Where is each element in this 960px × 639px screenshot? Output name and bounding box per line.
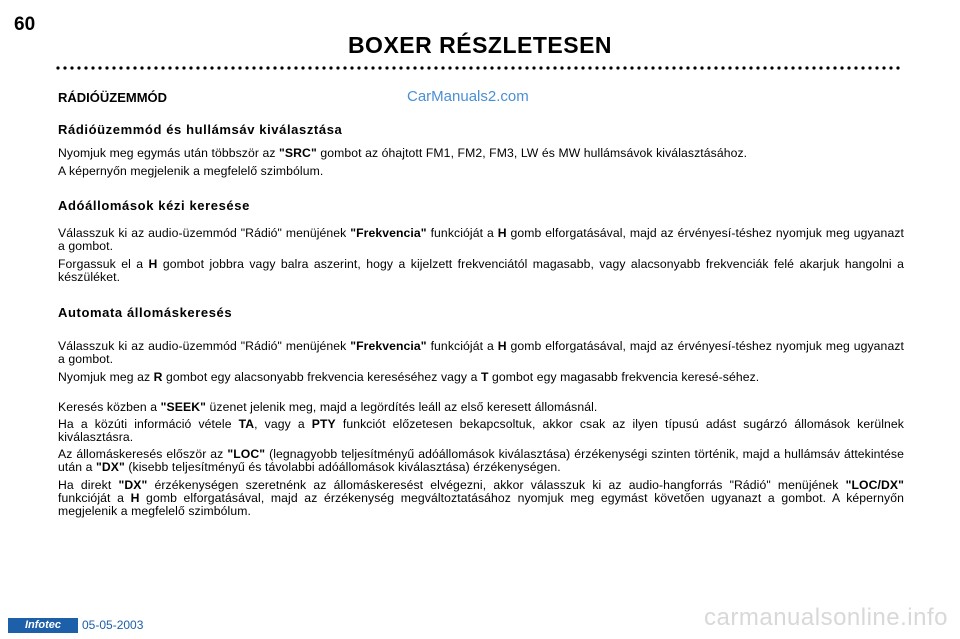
emphasis: TA xyxy=(238,417,255,431)
text: Válasszuk ki az audio-üzemmód "Rádió" menüjének xyxy=(58,226,351,240)
emphasis: "DX" xyxy=(95,460,125,475)
text: Nyomjuk meg az xyxy=(58,370,154,384)
emphasis: H xyxy=(148,257,158,271)
paragraph xyxy=(58,418,904,444)
dotted-divider xyxy=(56,64,904,72)
heading-radio-mode: Rádióüzemmód és hullámsáv kiválasztása xyxy=(58,122,343,137)
emphasis: "DX" xyxy=(118,478,148,492)
text: (kisebb teljesítményű és távolabbi adóállomások kiválasztása) érzékenységen. xyxy=(124,460,561,475)
emphasis: "SEEK" xyxy=(160,400,207,414)
text: Válasszuk ki az audio-üzemmód "Rádió" menüjének xyxy=(58,339,351,353)
text: gombot egy magasabb frekvencia keresé-séhez. xyxy=(488,370,760,384)
text: érzékenységen szeretnénk az állomáskeresést elvégezni, akkor válasszuk ki az audio-hangforrás "Rádió" menüjének xyxy=(147,478,846,492)
text: funkcióját a xyxy=(58,491,131,506)
emphasis: "SRC" xyxy=(279,146,317,160)
text: (legnagyobb teljesítményű adóállomások kiválasztása) érzékenységi szinten történik, majd a hullámsáv áttekintése után a xyxy=(58,447,904,475)
text: gomb elforgatásával, majd az érvényesí-téshez nyomjuk meg ugyanazt a gombot. xyxy=(58,339,904,367)
text: funkciót előzetesen bekapcsoltuk, akkor csak az ilyen típusú adást sugárzó állomások kerülnek kiválasztásra. xyxy=(58,417,904,445)
paragraph xyxy=(58,258,904,284)
paragraph xyxy=(58,147,904,160)
infotec-logo: Infotec xyxy=(8,618,78,633)
text: Ha direkt xyxy=(58,478,119,492)
emphasis: "LOC" xyxy=(227,447,266,461)
paragraph xyxy=(58,448,904,474)
text: gomb elforgatásával, majd az érvényesí-téshez nyomjuk meg ugyanazt a gombot. xyxy=(58,226,904,254)
footer-date: 05-05-2003 xyxy=(82,618,144,632)
emphasis: H xyxy=(130,491,140,506)
paragraph xyxy=(58,371,904,384)
emphasis: PTY xyxy=(311,417,336,431)
emphasis: H xyxy=(497,339,507,353)
watermark-top: CarManuals2.com xyxy=(407,88,529,105)
text: Ha a közúti információ vétele xyxy=(58,417,239,431)
section-title: RÁDIÓÜZEMMÓD xyxy=(58,90,168,105)
text: Nyomjuk meg egymás után többször az xyxy=(58,146,280,160)
text: funkcióját a xyxy=(426,339,498,353)
text: Az állomáskeresés először az xyxy=(58,447,228,461)
emphasis: "LOC/DX" xyxy=(845,478,905,492)
page-title: BOXER RÉSZLETESEN xyxy=(347,32,613,58)
text: gomb elforgatásával, majd az érzékenység megváltoztatásához nyomjuk meg egymást követően ugyanazt a gombot. A képernyőn megjelenik a megfelelő szimbólum. xyxy=(58,491,905,519)
text: funkcióját a xyxy=(426,226,498,240)
paragraph xyxy=(58,165,904,178)
paragraph xyxy=(58,479,904,519)
emphasis: "Frekvencia" xyxy=(350,226,427,240)
paragraph xyxy=(58,227,904,253)
paragraph xyxy=(58,401,904,414)
heading-auto-search: Automata állomáskeresés xyxy=(58,305,233,320)
text: , vagy a xyxy=(254,417,312,431)
text: üzenet jelenik meg, majd a legördítés leáll az első keresett állomásnál. xyxy=(206,400,598,414)
emphasis: H xyxy=(497,226,507,240)
watermark-bottom: carmanualsonline.info xyxy=(704,604,948,631)
text: Forgassuk el a xyxy=(58,257,149,271)
text: gombot jobbra vagy balra aszerint, hogy a kijelzett frekvenciától magasabb, vagy alacsonyabb frekvenciák felé akarjuk hangolni a készüléket. xyxy=(58,257,904,285)
text: gombot az óhajtott FM1, FM2, FM3, LW és MW hullámsávok kiválasztásához. xyxy=(316,146,748,160)
emphasis: R xyxy=(153,370,163,384)
text: Keresés közben a xyxy=(58,400,161,414)
emphasis: "Frekvencia" xyxy=(350,339,427,353)
text: A képernyőn megjelenik a megfelelő szimbólum. xyxy=(58,164,324,178)
page-number: 60 xyxy=(14,14,36,35)
text: gombot egy alacsonyabb frekvencia kereséséhez vagy a xyxy=(162,370,481,384)
emphasis: T xyxy=(480,370,489,384)
paragraph xyxy=(58,340,904,366)
heading-manual-search: Adóállomások kézi keresése xyxy=(58,198,250,213)
